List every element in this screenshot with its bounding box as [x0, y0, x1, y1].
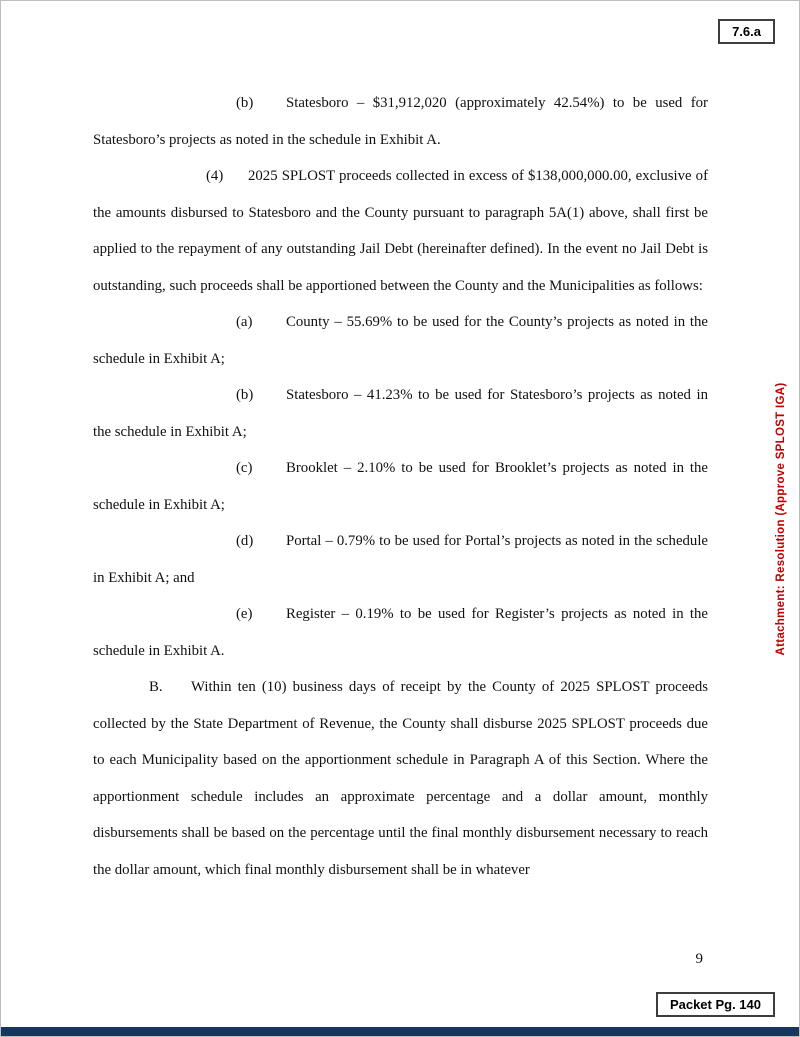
paragraph-text: Statesboro – $31,912,020 (approximately 42.54%) to be used for Statesboro’s projects as noted in the schedule in Exhibit A. [93, 95, 708, 148]
paragraph-b-statesboro-pct [93, 377, 708, 450]
document-body [93, 85, 708, 888]
paragraph-4-excess-proceeds [93, 158, 708, 304]
paragraph-B-disbursement [93, 669, 708, 888]
paragraph-label: (a) [236, 314, 253, 330]
paragraph-label: (4) [206, 168, 224, 184]
paragraph-text: Brooklet – 2.10% to be used for Brooklet’s projects as noted in the schedule in Exhibit A; [93, 460, 708, 513]
attachment-sidebar-label: Attachment: Resolution (Approve SPLOST IGA) [775, 382, 787, 655]
paragraph-label: (b) [236, 95, 254, 111]
agenda-item-badge: 7.6.a [718, 19, 775, 44]
paragraph-text: 2025 SPLOST proceeds collected in excess of $138,000,000.00, exclusive of the amounts disbursed to Statesboro and the County pursuant to paragraph 5A(1) above, shall first be applied to the repayment of any outstanding Jail Debt (hereinafter defined). In the event no Jail Debt is outstanding, such proceeds shall be apportioned between the County and the Municipalities as follows: [93, 168, 708, 294]
paragraph-a-county [93, 304, 708, 377]
packet-page-badge: Packet Pg. 140 [656, 992, 775, 1017]
paragraph-label: (c) [236, 460, 253, 476]
paragraph-c-brooklet [93, 450, 708, 523]
paragraph-text: Within ten (10) business days of receipt by the County of 2025 SPLOST proceeds collected by the State Department of Revenue, the County shall disburse 2025 SPLOST proceeds due to each Municipality based on the apportionment schedule in Paragraph A of this Section. Where the apportionment schedule includes an approximate percentage and a dollar amount, monthly disbursements shall be based on the percentage until the final monthly disbursement necessary to reach the dollar amount, which final monthly disbursement shall be in whatever [93, 679, 708, 878]
paragraph-label: (b) [236, 387, 254, 403]
paragraph-d-portal [93, 523, 708, 596]
paragraph-text: Portal – 0.79% to be used for Portal’s projects as noted in the schedule in Exhibit A; and [93, 533, 708, 586]
paragraph-text: County – 55.69% to be used for the County’s projects as noted in the schedule in Exhibit A; [93, 314, 708, 367]
paragraph-text: Statesboro – 41.23% to be used for Statesboro’s projects as noted in the schedule in Exhibit A; [93, 387, 708, 440]
paragraph-b-statesboro-amount [93, 85, 708, 158]
paragraph-label: (e) [236, 606, 253, 622]
paragraph-label: B. [149, 679, 163, 695]
paragraph-text: Register – 0.19% to be used for Register’s projects as noted in the schedule in Exhibit A. [93, 606, 708, 659]
footer-accent-bar [1, 1027, 799, 1036]
page-number: 9 [695, 951, 703, 967]
paragraph-e-register [93, 596, 708, 669]
paragraph-label: (d) [236, 533, 254, 549]
